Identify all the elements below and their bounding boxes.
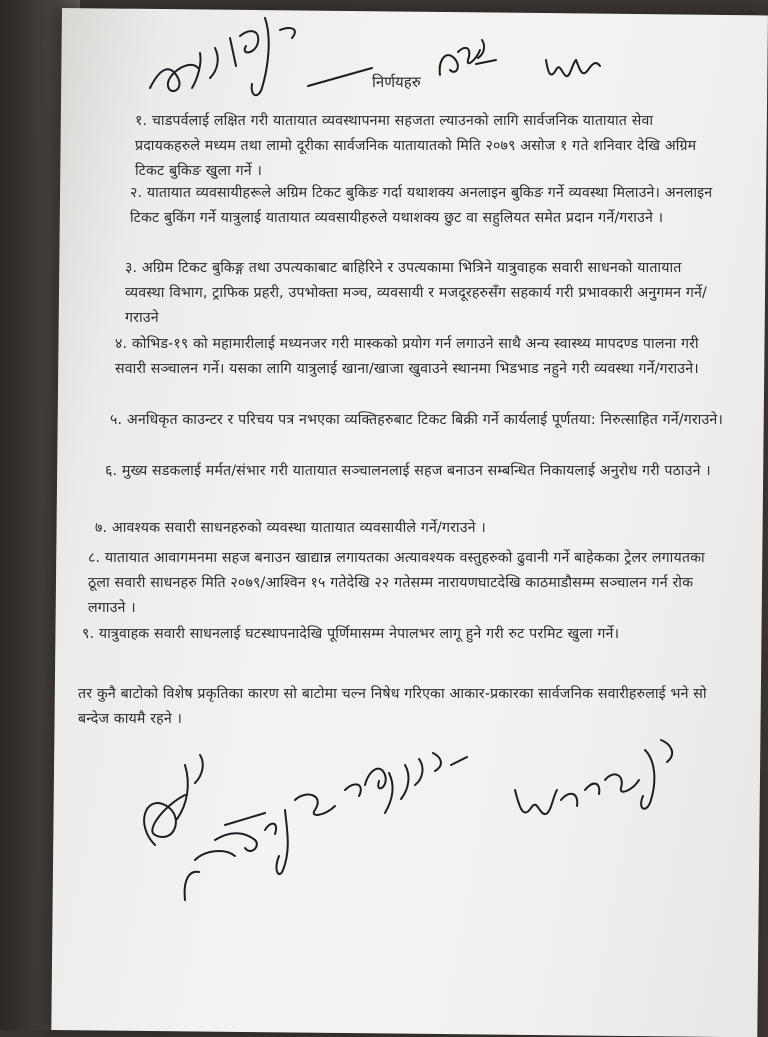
closing-paragraph: तर कुनै बाटोको विशेष प्रकृतिका कारण सो बाटोमा चल्न निषेध गरिएका आकार-प्रकारका सार्वजनिक सवारीहरुलाई भने सो बन्देज कायमै रहने । <box>78 686 707 727</box>
decision-item-9 <box>82 622 730 647</box>
signature-bottom-3 <box>355 745 475 825</box>
item-text: यातायात व्यवसायीहरूले अग्रिम टिकट बुकिङ गर्दा यथाशक्य अनलाइन बुकिङ गर्ने व्यवस्था मिलाउने। अनलाइन टिकट बुकिंग गर्ने यात्रुलाई यातायात व्यवसायीहरुले यथाशक्य छुट वा सहुलियत समेत प्रदान गर्ने/गराउने । <box>130 185 713 226</box>
signature-bottom-2 <box>175 760 385 910</box>
decision-item-2 <box>130 181 720 231</box>
signature-bottom-4 <box>505 730 685 840</box>
decision-item-7 <box>95 516 725 541</box>
decision-item-3 <box>125 256 725 331</box>
item-text: चाडपर्वलाई लक्षित गरी यातायात व्यवस्थापनमा सहजता ल्याउनको लागि सार्वजनिक यातायात सेवा प्रदायकहरुले मध्यम तथा लामो दूरीका सार्वजनिक यातायातको मिति २०७९ असोज १ गते शनिवार देखि अग्रिम टिकट बुकिङ खुला गर्ने । <box>135 113 697 179</box>
decisions-heading: निर्णयहरु <box>372 73 421 91</box>
item-number: ७. <box>95 520 108 536</box>
item-number: ६. <box>105 463 118 479</box>
item-text: आवश्यक सवारी साधनहरुको व्यवस्था यातायात व्यवसायीले गर्ने/गराउने । <box>111 520 486 536</box>
item-number: ८. <box>88 550 101 566</box>
decision-item-8 <box>88 546 730 621</box>
signature-top-left <box>140 8 380 108</box>
item-number: ५. <box>110 412 123 428</box>
signature-top-right-b <box>540 40 610 95</box>
decision-item-1 <box>135 109 715 184</box>
item-text: कोभिड-१९ को महामारीलाई मध्यनजर गरी मास्कको प्रयोग गर्न लगाउने साथै अन्य स्वास्थ्य मापदण्ड पालना गरी सवारी सञ्चालन गर्ने। यसका लागि यात्रुलाई खाना/खाजा खुवाउने स्थानमा भिडभाड नहुने गरी व्यवस्था गर्ने/गराउने। <box>115 336 699 377</box>
item-text: अग्रिम टिकट बुकिङ्ग तथा उपत्यकाबाट बाहिरिने र उपत्यकामा भित्रिने यात्रुवाहक सवारी साधनको यातायात व्यवस्था विभाग, ट्राफिक प्रहरी, उपभोक्ता मञ्च, व्यवसायी र मजदूरहरुसँग सहकार्य गरी प्रभावकारी अनुगमन गर्ने/गराउने <box>125 260 707 326</box>
item-number: ३. <box>125 260 138 276</box>
item-number: ९. <box>82 626 95 642</box>
decision-item-4 <box>115 332 727 382</box>
signature-top-right-a <box>432 30 502 85</box>
item-number: १. <box>135 113 148 129</box>
item-text: अनधिकृत काउन्टर र परिचय पत्र नभएका व्यक्तिहरुबाट टिकट बिक्री गर्ने कार्यलाई पूर्णतया: निरुत्साहित गर्ने/गराउने। <box>126 412 723 428</box>
item-text: यातायात आवागमनमा सहज बनाउन खाद्यान्न लगायतका अत्यावश्यक वस्तुहरुको ढुवानी गर्ने बाहेकका ट्रेलर लगायतका ठूला सवारी साधनहरु मिति २०७९/आश्विन १५ गतेदेखि २२ गतेसम्म नारायणघाटदेखि काठमाडौसम्म सञ्चालन गर्न रोक लगाउने । <box>88 550 705 616</box>
item-number: ४. <box>115 336 128 352</box>
item-text: यात्रुवाहक सवारी साधनलाई घटस्थापनादेखि पूर्णिमासम्म नेपालभर लागू हुने गरी रुट परमिट खुला गर्ने। <box>98 626 620 642</box>
decision-item-6 <box>105 459 727 484</box>
item-text: मुख्य सडकलाई मर्मत/संभार गरी यातायात सञ्चालनलाई सहज बनाउन सम्बन्धित निकायलाई अनुरोध गरी पठाउने । <box>121 463 711 479</box>
item-number: २. <box>130 185 143 201</box>
decision-item-5 <box>110 408 728 433</box>
